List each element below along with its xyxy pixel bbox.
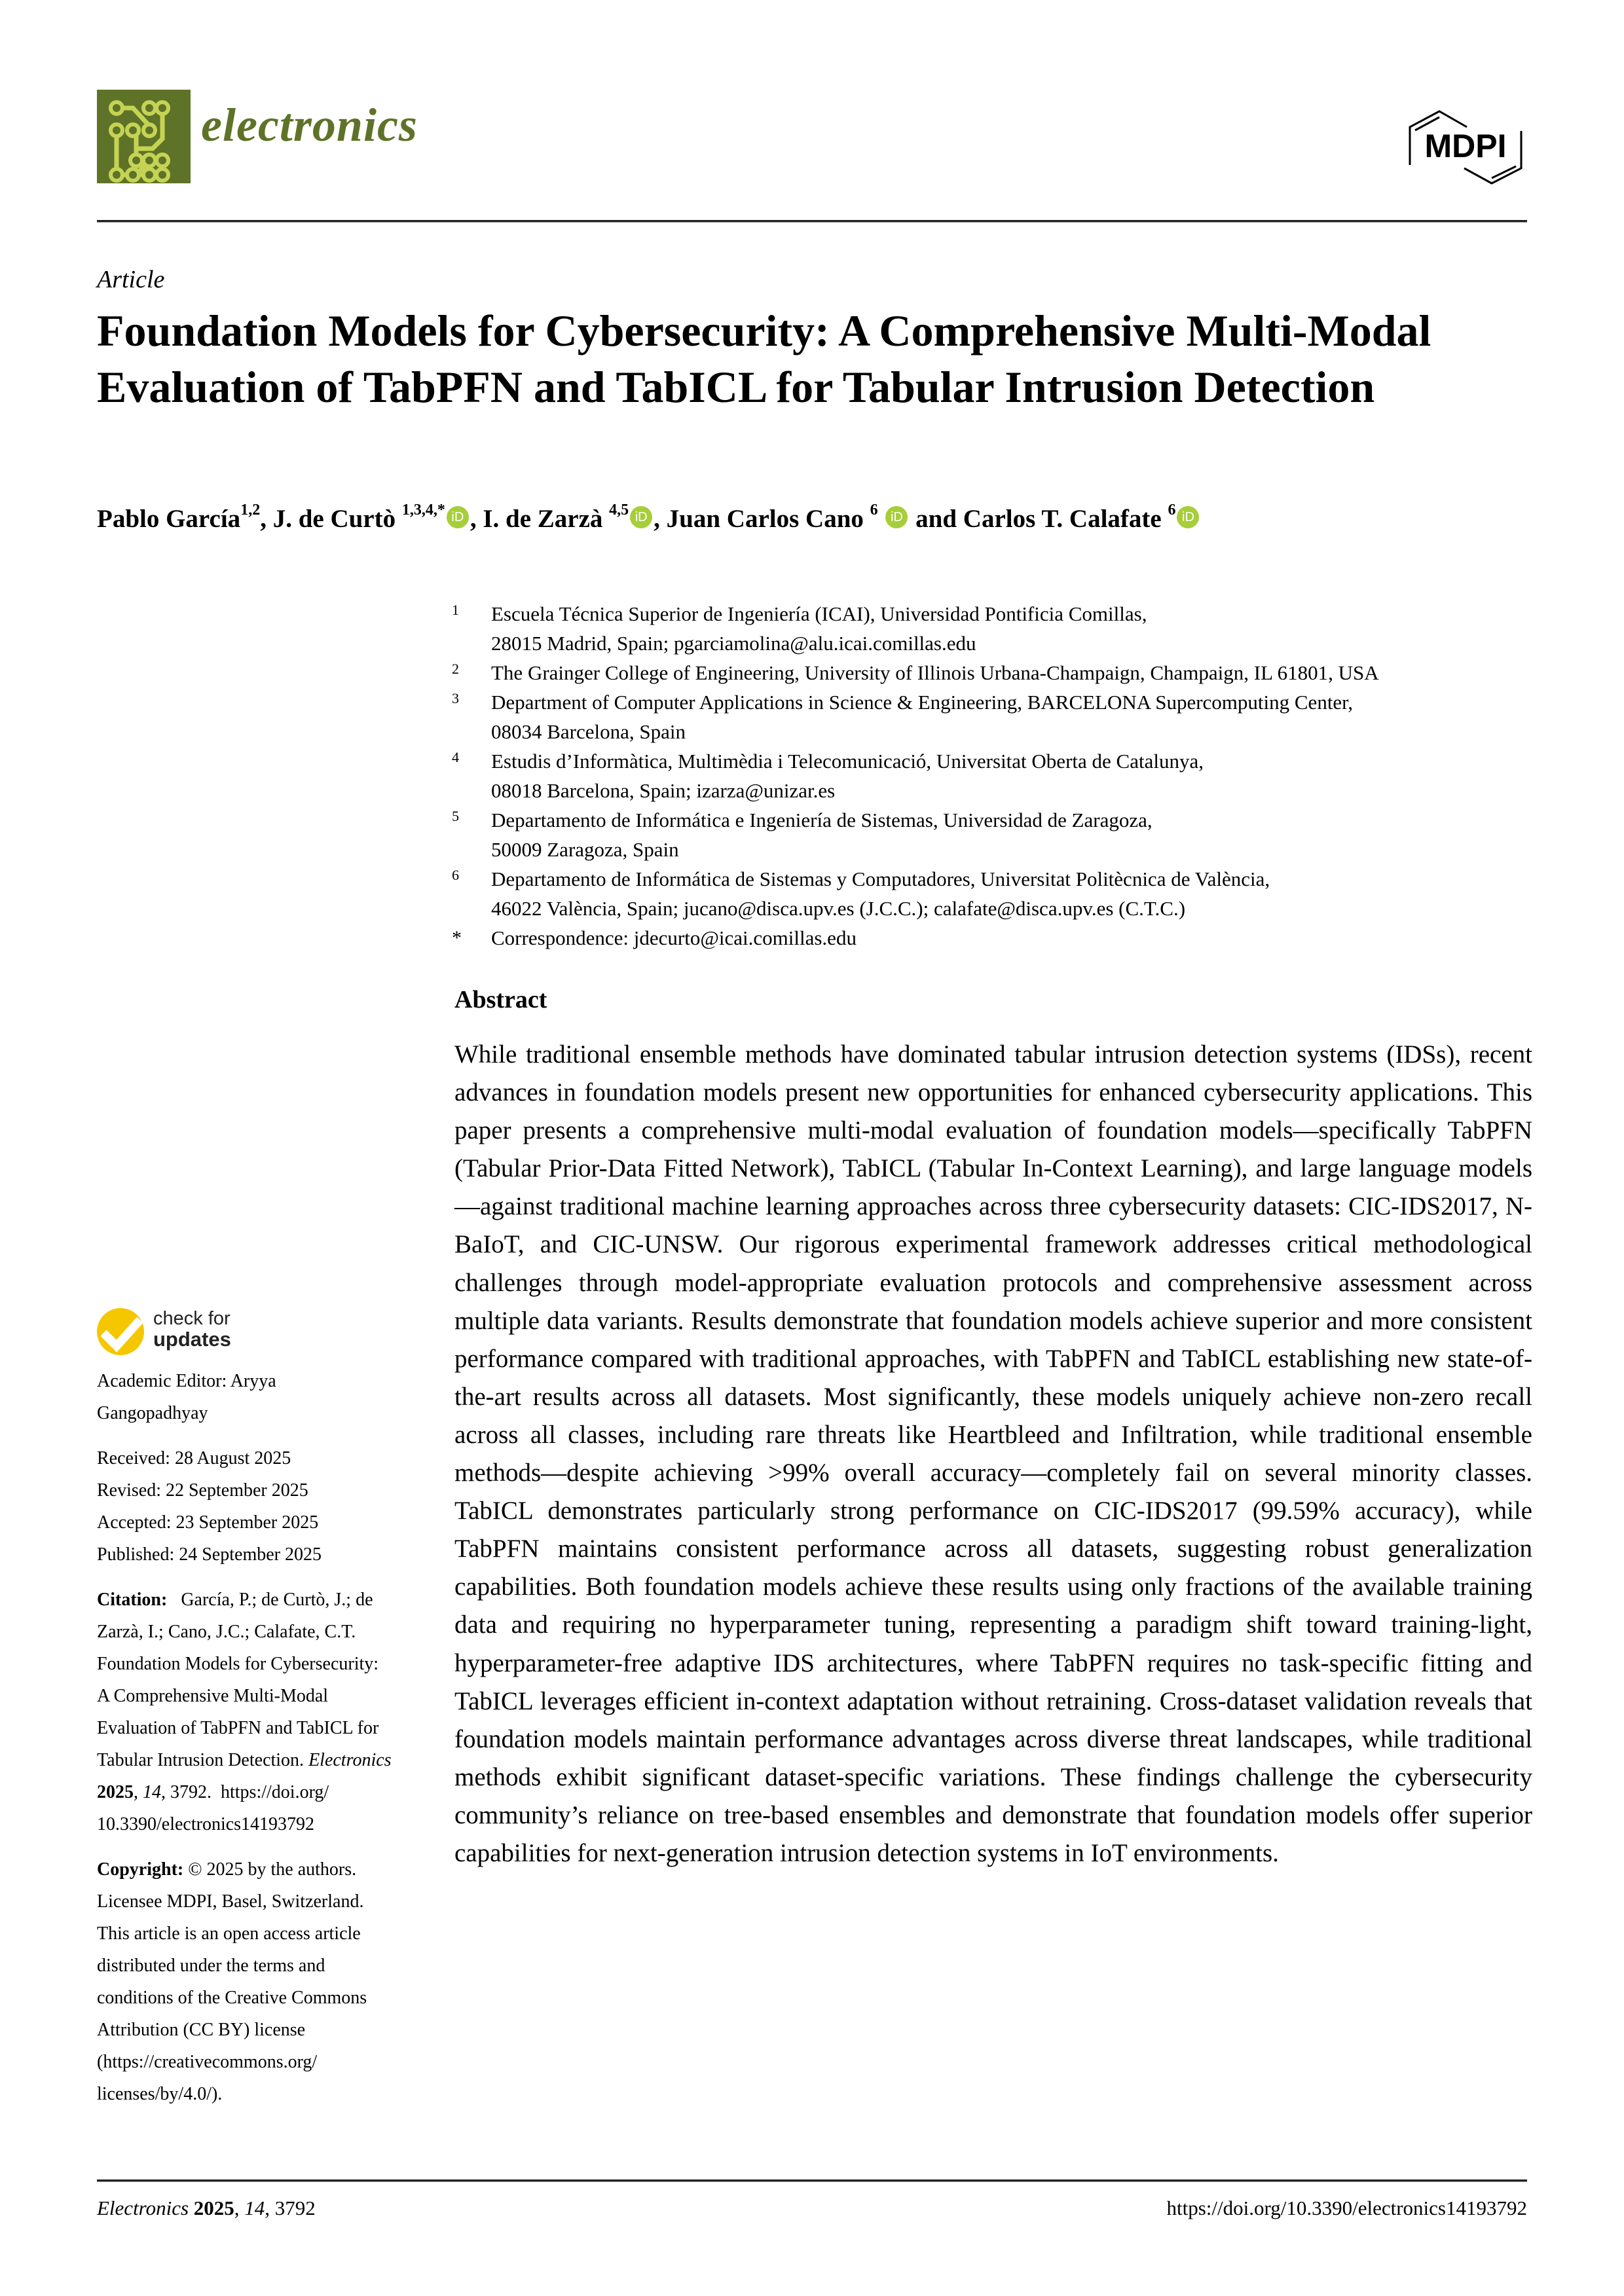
- journal-logo-icon: [97, 90, 191, 183]
- orcid-icon[interactable]: iD: [447, 506, 469, 528]
- author-affiliation-marks: 6: [870, 501, 878, 519]
- orcid-icon[interactable]: iD: [885, 506, 908, 528]
- publisher-name: MDPI: [1424, 128, 1507, 164]
- accepted-date: Accepted: 23 September 2025: [97, 1512, 319, 1533]
- affiliation-item: 4 Estudis d’Informàtica, Multimèdia i Telecomunicació, Universitat Oberta de Catalunya, 08018 Barcelona, Spain; izarza@unizar.es: [452, 749, 1204, 802]
- author-affiliation-marks: 1,3,4,*: [401, 501, 445, 519]
- affiliation-item: 2 The Grainger College of Engineering, University of Illinois Urbana-Champaign, Champaign, IL 61801, USA: [452, 661, 1379, 684]
- received-date: Received: 28 August 2025: [97, 1448, 291, 1468]
- affiliations-list: [452, 599, 1552, 953]
- checkmark-badge-icon: [97, 1308, 144, 1355]
- citation-label: Citation:: [97, 1590, 168, 1610]
- author-name: J. de Curtò: [272, 505, 396, 533]
- copyright-label: Copyright:: [97, 1859, 184, 1880]
- mdpi-logo-icon: [1407, 106, 1524, 185]
- author-affiliation-marks: 1,2: [240, 501, 261, 519]
- check-for-updates-button[interactable]: [97, 1308, 346, 1355]
- author-affiliation-marks: 6: [1168, 501, 1176, 519]
- article-type: Article: [97, 266, 165, 293]
- citation-doi-link[interactable]: https://doi.org/: [221, 1782, 329, 1802]
- correspondence-item: * Correspondence: jdecurto@icai.comillas.edu: [452, 926, 857, 949]
- author-name: Juan Carlos Cano: [666, 505, 864, 533]
- affiliation-item: 1 Escuela Técnica Superior de Ingeniería (ICAI), Universidad Pontificia Comillas, 28015 Madrid, Spain; pgarciamolina@alu.icai.comillas.edu: [452, 602, 1147, 655]
- affiliation-item: 3 Department of Computer Applications in Science & Engineering, BARCELONA Supercomputing Center, 08034 Barcelona, Spain: [452, 690, 1354, 743]
- author-name: Pablo García: [97, 505, 241, 533]
- license-link[interactable]: licenses/by/4.0/).: [97, 2084, 223, 2104]
- author-affiliation-marks: 4,5: [609, 501, 629, 519]
- footer-citation: Electronics 2025, 14, 3792: [97, 2196, 316, 2219]
- crossmark-line1: check for: [153, 1308, 231, 1329]
- footer-doi-link[interactable]: https://doi.org/10.3390/electronics14193792: [1166, 2196, 1527, 2219]
- revised-date: Revised: 22 September 2025: [97, 1480, 308, 1501]
- author-name: I. de Zarzà: [483, 505, 603, 533]
- publication-dates: [97, 1442, 405, 1571]
- orcid-icon[interactable]: iD: [630, 506, 652, 528]
- citation-block: Citation: García, P.; de Curtò, J.; de Zarzà, I.; Cano, J.C.; Calafate, C.T. Foundation Models for Cybersecurity: A Comprehensive Multi-Modal Evaluation of TabPFN and TabICL for Tabular Intrusion Detection. Electronics 2025, 14, 3792. https://doi.org/ 10.3390/electronics14193792: [97, 1584, 405, 1840]
- author-name: Carlos T. Calafate: [963, 505, 1162, 533]
- published-date: Published: 24 September 2025: [97, 1544, 322, 1565]
- affiliation-item: 6 Departamento de Informática de Sistemas y Computadores, Universitat Politècnica de València, 46022 València, Spain; jucano@disca.upv.es (J.C.C.); calafate@disca.upv.es (C.T.C.): [452, 867, 1270, 920]
- journal-name: electronics: [201, 99, 418, 151]
- copyright-block: Copyright: © 2025 by the authors. Licensee MDPI, Basel, Switzerland. This article is an open access article distributed under the terms and conditions of the Creative Commons Attribution (CC BY) license (https://creativecommons.org/ licenses/by/4.0/).: [97, 1853, 405, 2110]
- citation-doi-link[interactable]: 10.3390/electronics14193792: [97, 1814, 315, 1834]
- crossmark-line2: updates: [153, 1328, 231, 1351]
- orcid-icon[interactable]: iD: [1177, 506, 1199, 528]
- article-info-sidebar: [97, 1365, 405, 2110]
- license-link[interactable]: (https://creativecommons.org/: [97, 2052, 318, 2072]
- author-list: Pablo García$^{1,2}$, J. de Curtò $^{1,3,4,*}$ iD , I. de Zarzà $^{4,5}$ iD , Juan Carlos Cano $^6$ iD and Carlos T. Calafate $^6$ iD: [97, 504, 1200, 534]
- academic-editor: Academic Editor: Aryya Gangopadhyay: [97, 1371, 276, 1423]
- header-divider: [97, 220, 1527, 223]
- paper-title: Foundation Models for Cybersecurity: A Comprehensive Multi-Modal Evaluation of TabPFN and TabICL for Tabular Intrusion Detection: [97, 306, 1431, 412]
- affiliation-item: 5 Departamento de Informática e Ingeniería de Sistemas, Universidad de Zaragoza, 50009 Zaragoza, Spain: [452, 808, 1153, 861]
- footer-divider: [97, 2179, 1527, 2182]
- abstract-heading: Abstract: [454, 986, 547, 1013]
- abstract-text: While traditional ensemble methods have dominated tabular intrusion detection systems (IDSs), recent advances in foundation models present new opportunities for enhanced cybersecurity applications. This paper presents a comprehensive multi-modal evaluation of foundation models—specifically TabPFN (Tabular Prior-Data Fitted Network), TabICL (Tabular In-Context Learning), and large language models—against traditional machine learning approaches across three cybersecurity datasets: CIC-IDS2017, N-BaIoT, and CIC-UNSW. Our rigorous experimental framework addresses critical methodological challenges through model-appropriate evaluation protocols and comprehensive assessment across multiple data variants. Results demonstrate that foundation models achieve superior and more consistent performance compared with traditional approaches, with TabPFN and TabICL establishing new state-of-the-art results across all datasets. Most significantly, these models uniquely achieve non-zero recall across all classes, including rare threats like Heartbleed and Infiltration, while traditional ensemble methods—despite achieving >99% overall accuracy—completely fail on several minority classes. TabICL demonstrates particularly strong performance on CIC-IDS2017 (99.59% accuracy), while TabPFN maintains consistent performance across all datasets, suggesting robust generalization capabilities. Both foundation models achieve these results using only fractions of the available training data and requiring no hyperparameter tuning, representing a paradigm shift toward training-light, hyperparameter-free adaptive IDS architectures, where TabPFN requires no task-specific fitting and TabICL leverages efficient in-context adaptation without retraining. Cross-dataset validation reveals that foundation models maintain performance advantages across diverse threat landscapes, while traditional methods exhibit significant dataset-specific variations. These findings challenge the cybersecurity community’s reliance on tree-based ensembles and demonstrate that foundation models offer superior capabilities for next-generation intrusion detection systems in IoT environments.: [454, 1040, 1532, 1867]
